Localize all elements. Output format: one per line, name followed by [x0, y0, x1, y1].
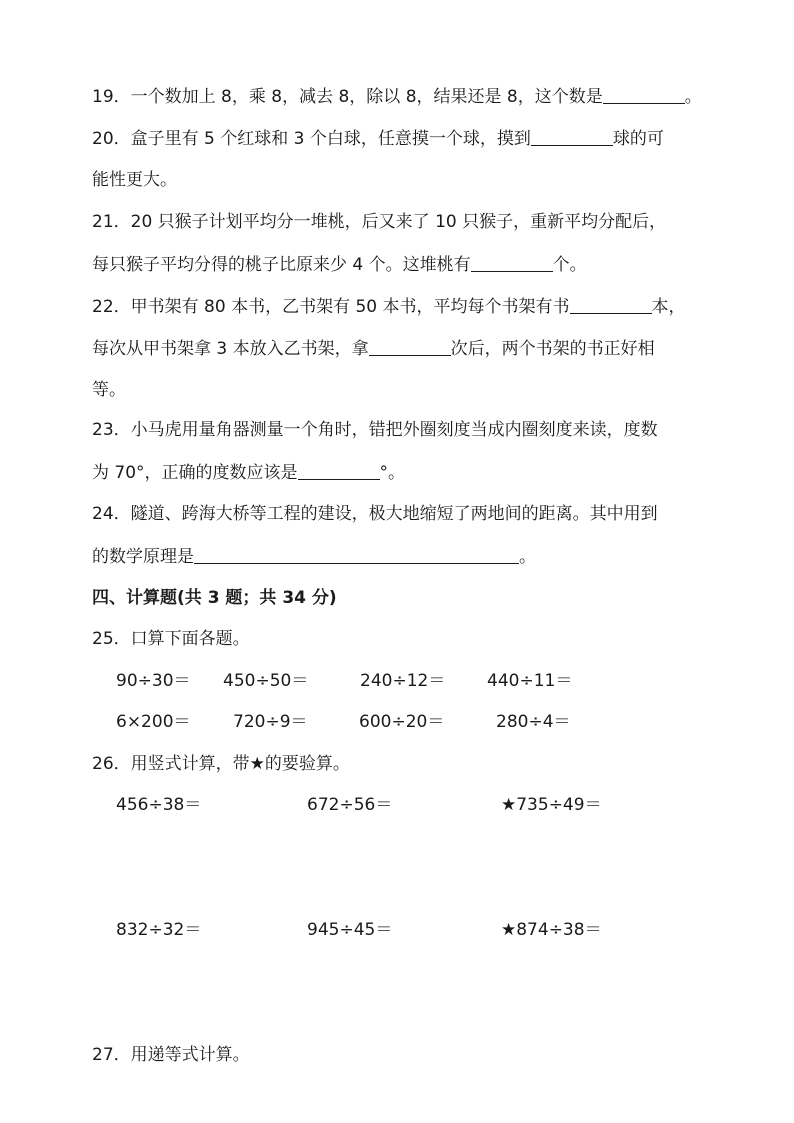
question-20-text-b: 球的可: [612, 129, 664, 149]
oral-calc-item: 90÷30＝: [116, 671, 191, 691]
question-24-text-b: 的数学原理是: [92, 547, 194, 567]
oral-calc-item: 450÷50＝: [223, 671, 309, 691]
question-20-text-a: 20．盒子里有 5 个红球和 3 个白球，任意摸一个球，摸到: [92, 129, 531, 149]
question-21-line-1: [92, 211, 666, 233]
question-23-text-b: 为 70°，正确的度数应该是: [92, 463, 298, 483]
question-23-line-1: [92, 419, 658, 441]
question-25-title: 25．口算下面各题。: [92, 629, 250, 649]
question-19-text: 19．一个数加上 8，乘 8，减去 8，除以 8，结果还是 8，这个数是: [92, 87, 603, 107]
oral-calc-item: 280÷4＝: [496, 712, 571, 732]
answer-blank-22a[interactable]: [570, 295, 652, 314]
vertical-calc-item: 832÷32＝: [116, 920, 202, 940]
answer-blank-20[interactable]: [531, 127, 613, 146]
question-19-end: 。: [684, 87, 702, 107]
question-20-line-1: [92, 127, 664, 150]
question-22-text-c: 每次从甲书架拿 3 本放入乙书架，拿: [92, 339, 369, 359]
oral-calc-item: 440÷11＝: [487, 671, 573, 691]
answer-blank-19[interactable]: [603, 85, 685, 104]
question-23-line-2: [92, 461, 405, 484]
question-20-text-c: 能性更大。: [92, 170, 177, 190]
answer-blank-22b[interactable]: [369, 337, 451, 356]
vertical-calc-item: 456÷38＝: [116, 795, 202, 815]
question-22-text-e: 等。: [92, 380, 126, 400]
question-22-text-d: 次后，两个书架的书正好相: [450, 339, 655, 359]
question-23-text-c: °。: [379, 463, 406, 483]
vertical-calc-item: 672÷56＝: [307, 795, 393, 815]
question-24-text-c: 。: [519, 547, 536, 567]
question-21-text-b: 每只猴子平均分得的桃子比原来少 4 个。这堆桃有: [92, 255, 471, 275]
oral-calc-item: 240÷12＝: [360, 671, 446, 691]
question-20-line-2: [92, 169, 177, 191]
answer-blank-24[interactable]: [194, 545, 519, 564]
question-23-text-a: 23．小马虎用量角器测量一个角时，错把外圈刻度当成内圈刻度来读，度数: [92, 420, 658, 440]
question-26-title: 26．用竖式计算，带★的要验算。: [92, 754, 350, 774]
vertical-calc-item: ★735÷49＝: [501, 795, 602, 815]
question-19: [92, 85, 702, 108]
question-22-line-1: [92, 295, 686, 318]
oral-calc-item: 600÷20＝: [359, 712, 445, 732]
question-21-text-a: 21．20 只猴子计划平均分一堆桃，后又来了 10 只猴子，重新平均分配后，: [92, 212, 667, 232]
oral-calc-item: 6×200＝: [116, 712, 191, 732]
question-22-text-a: 22．甲书架有 80 本书，乙书架有 50 本书，平均每个书架有书: [92, 297, 570, 317]
oral-calc-item: 720÷9＝: [233, 712, 308, 732]
question-22-text-b: 本，: [651, 297, 686, 317]
question-24-line-2: [92, 545, 536, 568]
vertical-calc-item: ★874÷38＝: [501, 920, 602, 940]
vertical-calc-item: 945÷45＝: [307, 920, 393, 940]
answer-blank-21[interactable]: [471, 253, 553, 272]
question-27-title: 27．用递等式计算。: [92, 1045, 250, 1065]
question-21-text-c: 个。: [552, 255, 587, 275]
question-24-line-1: [92, 503, 658, 525]
answer-blank-23[interactable]: [298, 461, 380, 480]
question-21-line-2: [92, 253, 587, 276]
question-24-text-a: 24．隧道、跨海大桥等工程的建设，极大地缩短了两地间的距离。其中用到: [92, 504, 658, 524]
section-heading: 四、计算题(共 3 题；共 34 分): [92, 588, 337, 608]
question-22-line-2: [92, 337, 655, 360]
question-22-line-3: [92, 379, 126, 401]
